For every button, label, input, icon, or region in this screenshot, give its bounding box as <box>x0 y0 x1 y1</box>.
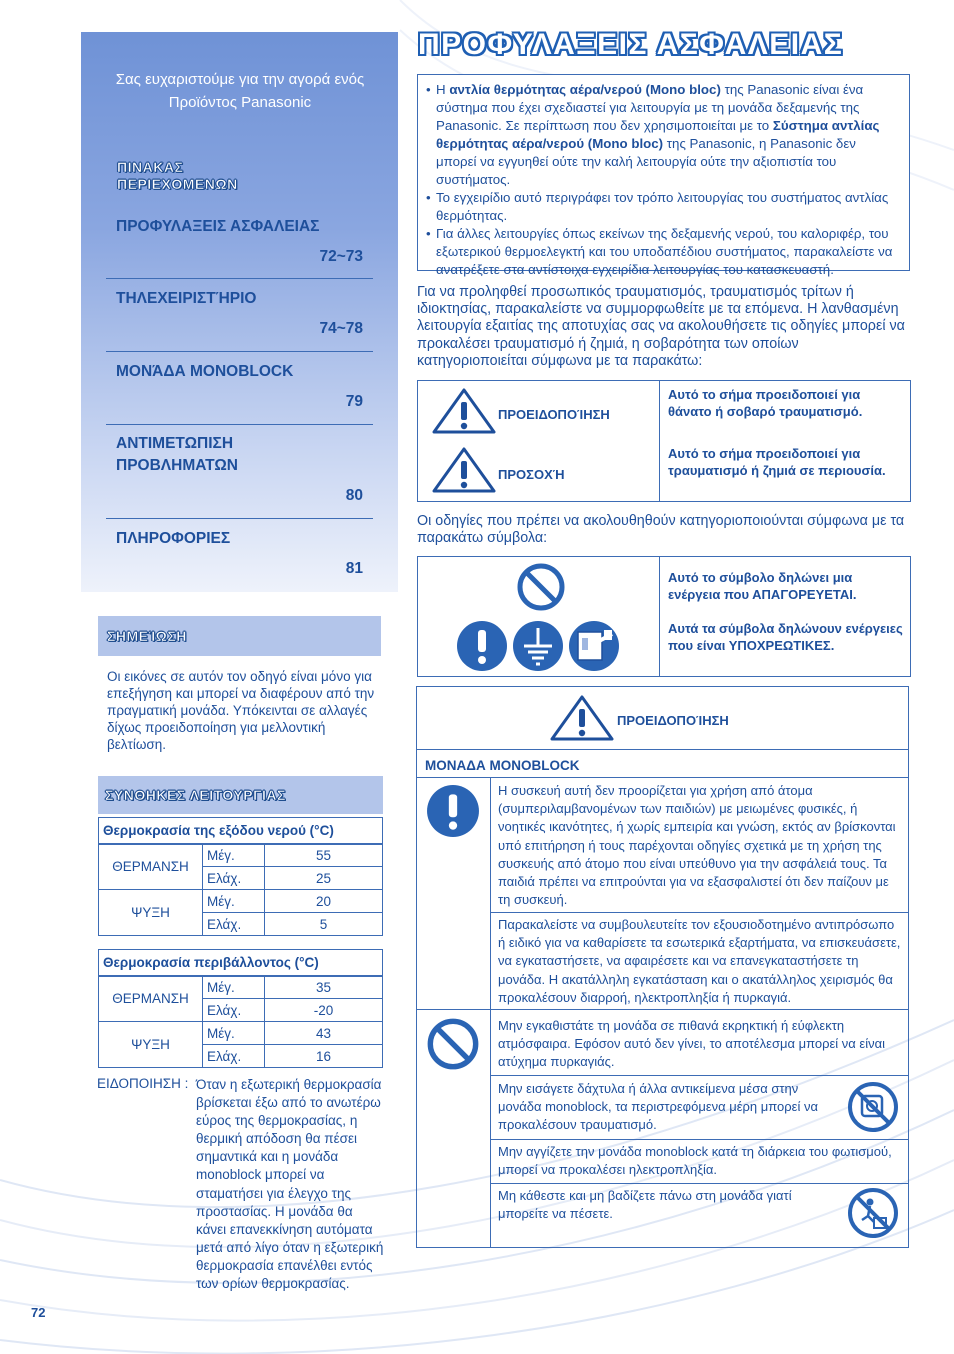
level-desc: Αυτό το σήμα προειδοποιεί για τραυματισμό ή ζημιά σε περιουσία. <box>668 446 886 478</box>
monoblock-item: Μην εγκαθιστάτε τη μονάδα σε πιθανά εκρηκτική ή εύφλεκτη ατμόσφαιρα. Εφόσον αυτό δεν γίνει, το αποτέλεσμα μπορεί να είναι ατύχημα πυρκαγιάς. <box>498 1018 886 1070</box>
toc-page: 74~78 <box>319 320 363 337</box>
note-text: Οι εικόνες σε αυτόν τον οδηγό είναι μόνο για επεξήγηση και μπορεί να διαφέρουν από την πραγματική μονάδα. Υπόκεινται σε αλλαγές δίχως προειδοποίηση για μελλοντική βελτίωση. <box>107 669 375 752</box>
toc-item-troubleshooting[interactable] <box>106 425 373 519</box>
earth-ground-icon <box>512 620 564 672</box>
page-title: ΠΡΟΦΥΛΑΞΕΙΣ ΑΣΦΑΛΕΙΑΣ <box>418 28 844 61</box>
toc-page: 72~73 <box>319 248 363 265</box>
level-desc: Αυτό το σήμα προειδοποιεί για θάνατο ή σοβαρό τραυματισμό. <box>668 387 863 419</box>
max-value: 20 <box>265 890 383 913</box>
intro-bullet-2: • Το εγχειρίδιο αυτό περιγράφει τον τρόπο λειτουργίας του συστήματος αντλίας θερμότητας. <box>428 189 899 225</box>
level-label: ΠΡΟΕΙΔΟΠΟΊΗΣΗ <box>498 407 610 422</box>
no-fingers-icon <box>848 1082 898 1132</box>
caution-triangle-icon <box>432 447 496 493</box>
min-value: 5 <box>265 913 383 936</box>
toc-label: ΠΡΟΦΥΛΑΞΕΙΣ ΑΣΦΑΛΕΙΑΣ <box>116 218 320 235</box>
toc-heading-line2: ΠΕΡΙΕΧΟΜΕΝΩΝ <box>117 176 238 192</box>
max-label: Μέγ. <box>203 976 265 999</box>
symbol-desc: Αυτό το σύμβολο δηλώνει μια ενέργεια που ΑΠΑΓΟΡΕΥΕΤΑΙ. <box>668 570 857 602</box>
monoblock-item: Παρακαλείστε να συμβουλευτείτε τον εξουσιοδοτημένο αντιπρόσωπο ή ειδικό για να καθαρίσετε τα εσωτερικά εξαρτήματα, να επισκευάσετε, να εγκαταστήσετε, να αφαιρέσετε και να επανεγκαταστήσετε τη μονάδα. Η ακατάλληλη εγκατάσταση και ο ακατάλληλος χειρισμός θα προκαλέσουν διαρροή, ηλεκτροπληξία ή πυρκαγιά. <box>498 917 901 1005</box>
min-label: Ελάχ. <box>203 867 265 890</box>
mandatory-exclamation-icon <box>456 620 508 672</box>
symbols-paragraph: Οι οδηγίες που πρέπει να ακολουθηθούν κατηγοριοποιούνται σύμφωνα με τα παρακάτω σύμβολα: <box>417 513 905 547</box>
min-value: 25 <box>265 867 383 890</box>
max-label: Μέγ. <box>203 890 265 913</box>
symbol-desc: Αυτά τα σύμβολα δηλώνουν ενέργειες που είναι ΥΠΟΧΡΕΩΤΙΚΕΣ. <box>668 621 903 653</box>
toc-heading <box>117 159 238 193</box>
toc-page: 79 <box>345 393 363 410</box>
mode-cell: ΘΕΡΜΑΝΣΗ <box>99 976 203 1022</box>
min-value: -20 <box>265 999 383 1022</box>
conditions-heading: ΣΥΝΘΗΚΕΣ ΛΕΙΤΟΥΡΓΙΑΣ <box>105 787 286 803</box>
warning-triangle-icon <box>432 388 496 434</box>
toc-page: 80 <box>345 487 363 504</box>
level-label: ΠΡΟΣΟΧΉ <box>498 467 565 482</box>
monoblock-item: Μη κάθεστε και μη βαδίζετε πάνω στη μονάδα γιατί μπορείτε να πέσετε. <box>498 1188 792 1222</box>
no-climbing-icon <box>848 1188 898 1238</box>
max-value: 55 <box>265 844 383 867</box>
prohibited-icon <box>516 562 566 612</box>
monoblock-item: Μην εισάγετε δάχτυλα ή άλλα αντικείμενα μέσα στην μονάδα monoblock, τα περιστρεφόμενα μέρη μπορεί να προκαλέσουν τραυματισμό. <box>498 1081 818 1133</box>
table-title: Θερμοκρασία της εξόδου νερού (°C) <box>99 818 383 844</box>
toc-item-monoblock[interactable] <box>106 352 373 425</box>
max-value: 43 <box>265 1022 383 1045</box>
level-warning-row <box>417 380 911 441</box>
ambient-temp-table <box>98 949 383 1068</box>
toc-item-safety[interactable] <box>106 206 373 279</box>
symbol-prohibited-row <box>417 556 911 617</box>
max-label: Μέγ. <box>203 1022 265 1045</box>
level-caution-row <box>417 440 911 502</box>
monoblock-section-title: ΜΟΝΑΔΑ MONOBLOCK <box>425 758 580 773</box>
toc-label: ΜΟΝΆΔΑ MONOBLOCK <box>116 363 294 380</box>
max-label: Μέγ. <box>203 844 265 867</box>
min-label: Ελάχ. <box>203 999 265 1022</box>
toc-page: 81 <box>345 560 363 577</box>
intro-box <box>417 74 910 277</box>
monoblock-warning-box <box>416 686 909 1248</box>
monoblock-warning-label: ΠΡΟΕΙΔΟΠΟΊΗΣΗ <box>617 713 729 728</box>
toc-heading-line1: ΠΙΝΑΚΑΣ <box>117 159 184 175</box>
min-label: Ελάχ. <box>203 913 265 936</box>
intro-bullet-1: • Η αντλία θερμότητας αέρα/νερού (Mono bloc) της Panasonic είναι ένα σύστημα που έχει σχεδιαστεί για λειτουργία με τη μονάδα δεξαμενής της Panasonic. Σε περίπτωση που δεν χρησιμοποιείται με το Σύστημα αντλίας θερμότητας αέρα/νερού (Mono bloc) της Panasonic, η Panasonic δεν μπορεί να εγγυηθεί ούτε την καλή λειτουργία ούτε την αξιοπιστία του συστήματος. <box>428 81 899 189</box>
table-title: Θερμοκρασία περιβάλλοντος (°C) <box>99 950 383 976</box>
toc-label: ΑΝΤΙΜΕΤΩΠΙΣΗ ΠΡΟΒΛΗΜΑΤΩΝ <box>116 435 238 474</box>
min-label: Ελάχ. <box>203 1045 265 1068</box>
max-value: 35 <box>265 976 383 999</box>
warning-triangle-icon <box>550 695 614 741</box>
page-number: 72 <box>31 1305 46 1320</box>
note-heading: ΣΗΜΕΊΩΣΗ <box>107 628 187 644</box>
prohibited-icon <box>426 1017 480 1071</box>
monoblock-item: Η συσκευή αυτή δεν προορίζεται για χρήση από άτομα (συμπεριλαμβανομένων των παιδιών) με μειωμένες φυσικές, ή νοητικές ικανότητες, ή χωρίς εμπειρία και γνώση, εκτός αν βρίσκονται υπό επιτήρηση ή τους παρέχονται οδηγίες σχετικά με τη χρήση της συσκευής από άτομο που είναι υπεύθυνο για την ασφάλειά τους. Τα παιδιά πρέπει να επιτρούνται για να εξασφαλιστεί ότι δεν παίζουν με τη συσκευή. <box>498 783 896 908</box>
toc-item-information[interactable] <box>106 519 373 587</box>
toc-item-remote[interactable] <box>106 279 373 352</box>
water-temp-table <box>98 817 383 936</box>
warning-text: Όταν η εξωτερική θερμοκρασία βρίσκεται έξω από το ανωτέρω εύρος της θερμοκρασίας, η θερμική απόδοση θα πέσει σημαντικά και η μονάδα monoblock μπορεί να σταματήσει για έλεγχο της προστασίας. Η μονάδα θα κάνει επανεκκίνηση αυτόματα μετά από λίγο όταν η εξωτερική θερμοκρασία επανέλθει εντός των ορίων θερμοκρασίας. <box>196 1077 384 1292</box>
mandatory-exclamation-icon <box>426 784 480 838</box>
severity-paragraph: Για να προληφθεί προσωπικός τραυματισμός, τραυματισμός τρίτων ή ιδιοκτησίας, παρακαλείστε να συμμορφωθείτε με τα επόμενα. Η λανθασμένη λειτουργία εξαιτίας της αποτυχίας σας να ακολουθήσετε τις οδηγίες μπορεί να προκαλέσει τραυματισμό ή ζημιά, η σοβαρότητα των οποίων κατηγοριοποιείται σύμφωνα με τα παρακάτω: <box>417 284 905 369</box>
min-value: 16 <box>265 1045 383 1068</box>
toc-label: ΠΛΗΡΟΦΟΡΙΕΣ <box>116 530 231 547</box>
monoblock-item: Μην αγγίζετε την μονάδα monoblock κατά τη διάρκεια του φωτισμού, μπορεί να προκαλέσει ηλεκτροπληξία. <box>498 1144 892 1178</box>
mode-cell: ΨΥΞΗ <box>99 890 203 936</box>
mode-cell: ΘΕΡΜΑΝΣΗ <box>99 844 203 890</box>
toc-label: ΤΗΛΕΧΕΙΡΙΣΤΉΡΙΟ <box>116 290 257 307</box>
intro-bullet-3: • Για άλλες λειτουργίες όπως εκείνων της δεξαμενής νερού, του καλοριφέρ, του εξωτερικού θερμοελεγκτή και του υποδαπέδιου συστήματος, παρακαλείστε να ανατρέξετε στα αντίστοιχα εγχειρίδια λειτουργίας του κατασκευαστή. <box>428 225 899 279</box>
thanks-text: Σας ευχαριστούμε για την αγορά ενός Προϊόντος Panasonic <box>115 71 365 111</box>
warning-label: ΕΙΔΟΠΟΙΗΣΗ : <box>97 1076 189 1091</box>
unplug-icon <box>568 620 620 672</box>
symbol-mandatory-row <box>417 616 911 677</box>
mode-cell: ΨΥΞΗ <box>99 1022 203 1068</box>
